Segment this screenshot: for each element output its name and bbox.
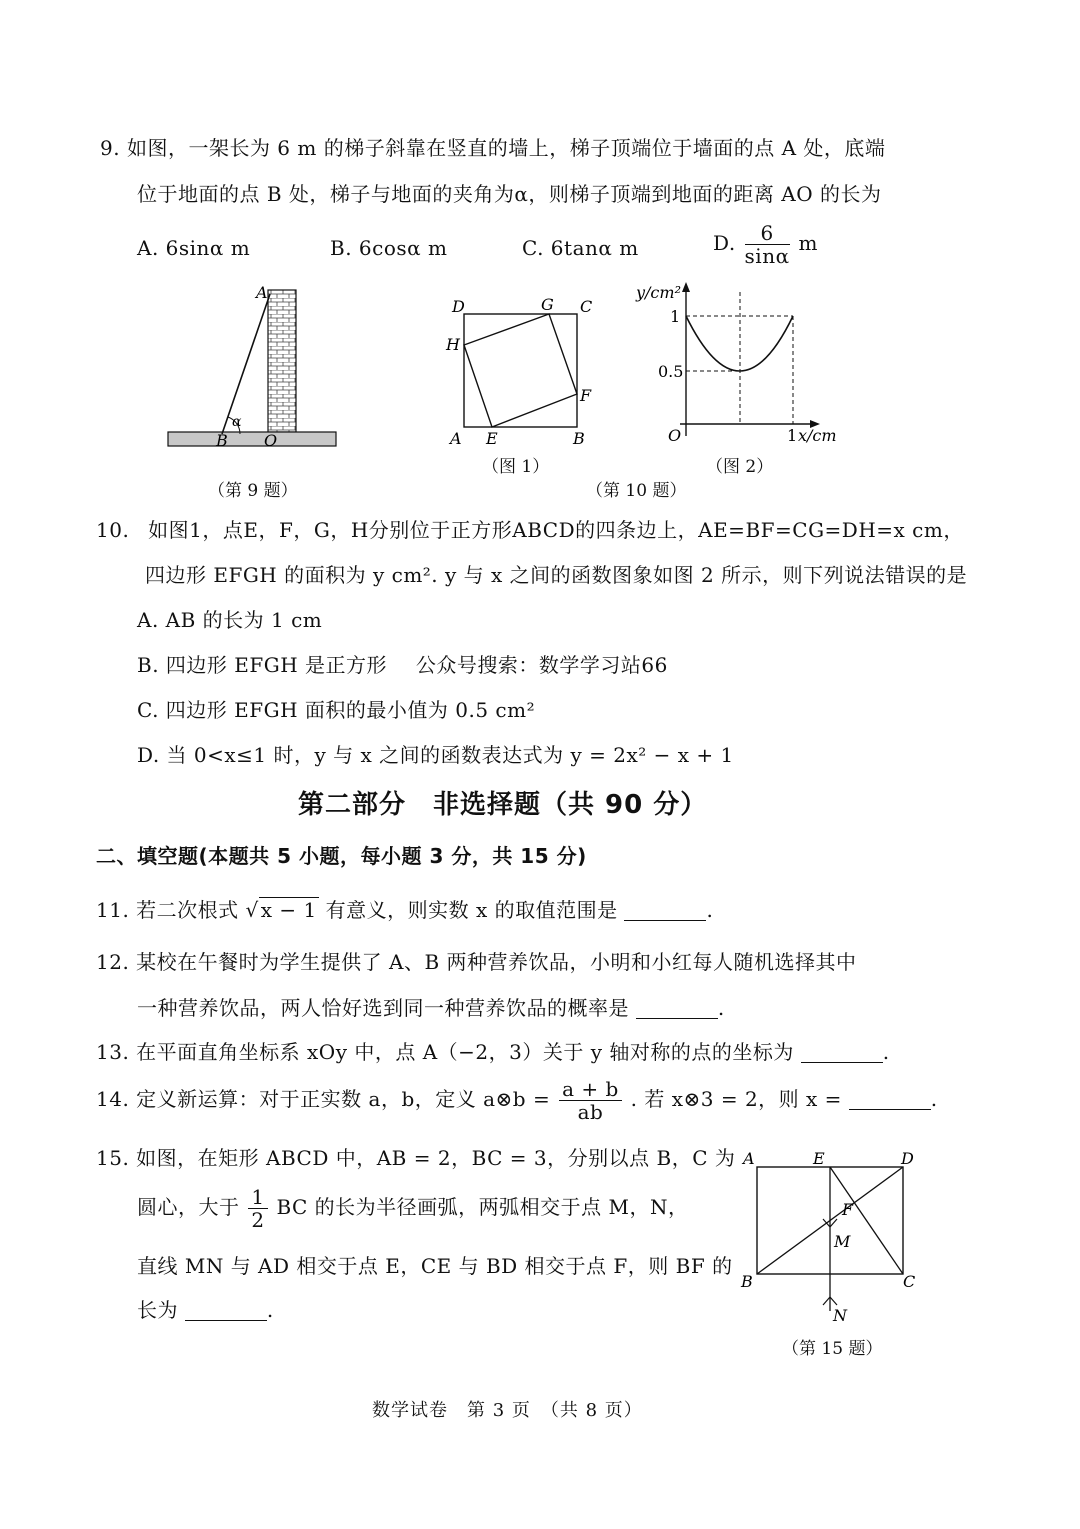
q15-number: 15. <box>96 1146 130 1170</box>
q15-line1 <box>96 1144 735 1172</box>
q15-half-fraction <box>248 1186 267 1231</box>
q14-end: . <box>930 1087 938 1111</box>
q14-text-b: . 若 x⊗3 = 2，则 x = <box>630 1087 842 1111</box>
q15-label-d: D <box>901 1149 914 1168</box>
q9-ground <box>168 432 336 446</box>
q15-label-c: C <box>903 1272 916 1291</box>
q10-caption: （第 10 题） <box>586 481 687 501</box>
q10-fig2-ylabel: y/cm² <box>636 283 681 302</box>
q15-label-a: A <box>743 1149 755 1168</box>
q10-line1 <box>96 516 964 544</box>
q10-fig2-xlabel: x/cm <box>798 426 837 445</box>
q14-frac-numerator: a + b <box>559 1078 622 1101</box>
q10-option-c: C. 四边形 EFGH 面积的最小值为 0.5 cm² <box>137 698 536 722</box>
q9-option-d-numerator: 6 <box>745 222 790 245</box>
q9-line1 <box>100 134 885 162</box>
q15-figure <box>735 1145 925 1325</box>
q15-half-denominator: 2 <box>251 1208 265 1232</box>
q11-line <box>96 896 713 924</box>
q15-answer-blank[interactable] <box>185 1300 267 1321</box>
q11-text-b: 有意义，则实数 x 的取值范围是 <box>325 898 618 922</box>
q14-text-a: 定义新运算：对于正实数 a，b，定义 a⊗b = <box>136 1087 551 1111</box>
q9-option-b: B. 6cosα m <box>330 236 448 260</box>
q9-label-o: O <box>264 431 278 450</box>
q15-half-numerator: 1 <box>248 1186 267 1209</box>
q11-number: 11. <box>96 898 130 922</box>
q13-line <box>96 1038 890 1066</box>
q14-fraction <box>559 1078 622 1123</box>
q15-caption: （第 15 题） <box>782 1339 883 1359</box>
q13-text: 在平面直角坐标系 xOy 中，点 A（−2，3）关于 y 轴对称的点的坐标为 <box>136 1040 794 1064</box>
q9-stem-2: 位于地面的点 B 处，梯子与地面的夹角为α，则梯子顶端到地面的距离 AO 的长为 <box>137 182 882 206</box>
q9-figure <box>160 282 345 454</box>
q10-stem-2: 四边形 EFGH 的面积为 y cm². y 与 x 之间的函数图象如图 2 所示，则下列说法错误的是 <box>145 563 968 587</box>
q15-stem-3: 直线 MN 与 AD 相交于点 E，CE 与 BD 相交于点 F，则 BF 的 <box>137 1254 733 1278</box>
q9-option-d-unit: m <box>798 231 818 255</box>
q15-label-b: B <box>741 1272 753 1291</box>
q9-label-alpha: α <box>232 414 242 430</box>
q12-line1 <box>96 948 857 976</box>
q10-fig2-tick-1: 1 <box>670 307 681 326</box>
q9-option-d-label: D. <box>713 231 736 255</box>
q9-label-b: B <box>216 431 228 450</box>
q14-answer-blank[interactable] <box>849 1089 931 1110</box>
q10-figure-2 <box>630 278 845 450</box>
q15-label-e: E <box>813 1149 825 1168</box>
q13-number: 13. <box>96 1040 130 1064</box>
q15-stem-1: 如图，在矩形 ABCD 中，AB = 2，BC = 3，分别以点 B，C 为 <box>136 1146 736 1170</box>
q10-fig2-xtick-1: 1 <box>787 426 798 445</box>
q10-option-a: A. AB 的长为 1 cm <box>137 608 323 632</box>
q10-stem-1: 如图1，点E，F，G，H分别位于正方形ABCD的四条边上，AE=BF=CG=DH=x cm， <box>148 518 964 542</box>
part-2-heading: 第二部分 非选择题（共 90 分） <box>298 790 708 820</box>
q10-figure-1 <box>440 290 600 450</box>
q14-frac-denominator: ab <box>577 1100 604 1124</box>
q10-fig1-label-e: E <box>486 429 498 448</box>
q10-fig2-caption: （图 2） <box>706 457 774 477</box>
q15-stem-4: 长为 <box>137 1298 178 1322</box>
q12-end: . <box>717 996 725 1020</box>
q15-end: . <box>266 1298 274 1322</box>
q9-number: 9. <box>100 136 121 160</box>
q10-fig1-label-c: C <box>580 297 593 316</box>
q9-ladder <box>222 294 270 434</box>
q9-option-a: A. 6sinα m <box>137 236 251 260</box>
section-2-heading: 二、填空题(本题共 5 小题，每小题 3 分，共 15 分) <box>96 844 587 868</box>
q10-fig2-origin: O <box>668 426 682 445</box>
q10-fig1-label-d: D <box>452 297 465 316</box>
q10-fig2-y-arrow <box>682 282 690 292</box>
q15-label-m: M <box>834 1232 851 1251</box>
q10-option-b: B. 四边形 EFGH 是正方形 <box>137 653 388 677</box>
q15-line-ce <box>830 1167 903 1274</box>
q10-fig1-label-f: F <box>580 386 592 405</box>
q15-line2 <box>137 1186 689 1231</box>
q9-option-d <box>713 222 818 267</box>
q15-line4 <box>137 1296 274 1324</box>
q12-number: 12. <box>96 950 130 974</box>
q9-stem-1: 如图，一架长为 6 m 的梯子斜靠在竖直的墙上，梯子顶端位于墙面的点 A 处，底端 <box>126 136 886 160</box>
q15-stem-2a: 圆心，大于 <box>137 1195 240 1219</box>
q15-stem-2b: BC 的长为半径画弧，两弧相交于点 M，N， <box>276 1195 689 1219</box>
q15-label-n: N <box>833 1306 847 1325</box>
q12-line2 <box>137 994 725 1022</box>
q10-fig1-caption: （图 1） <box>482 457 550 477</box>
q10-fig1-label-b: B <box>573 429 585 448</box>
q11-sqrt: √ x − 1 <box>245 898 317 922</box>
q9-option-c: C. 6tanα m <box>522 236 639 260</box>
q10-square-abcd <box>464 314 577 427</box>
q12-stem-1: 某校在午餐时为学生提供了 A、B 两种营养饮品，小明和小红每人随机选择其中 <box>136 950 857 974</box>
q10-option-d: D. 当 0<x≤1 时，y 与 x 之间的函数表达式为 y = 2x² − x + 1 <box>137 743 734 767</box>
q9-wall <box>268 290 296 432</box>
q11-radicand: x − 1 <box>260 898 317 922</box>
q10-option-b-row <box>137 651 668 679</box>
q11-answer-blank[interactable] <box>624 900 706 921</box>
q12-answer-blank[interactable] <box>636 998 718 1019</box>
q9-option-d-denominator: sinα <box>744 244 790 268</box>
q10-fig1-label-a: A <box>450 429 462 448</box>
q9-caption: （第 9 题） <box>208 481 298 501</box>
q13-answer-blank[interactable] <box>801 1042 883 1063</box>
q10-number: 10. <box>96 518 130 542</box>
q10-option-b-note: 公众号搜索：数学学习站66 <box>415 653 668 677</box>
q14-number: 14. <box>96 1087 130 1111</box>
page-footer: 数学试卷 第 3 页 （共 8 页） <box>372 1400 643 1421</box>
q13-end: . <box>882 1040 890 1064</box>
q10-fig1-label-h: H <box>446 335 460 354</box>
q10-fig1-label-g: G <box>541 295 554 314</box>
q9-label-a: A <box>256 283 268 302</box>
q11-end: . <box>706 898 714 922</box>
q12-stem-2: 一种营养饮品，两人恰好选到同一种营养饮品的概率是 <box>137 996 629 1020</box>
q15-label-f: F <box>842 1200 854 1219</box>
q9-option-d-fraction <box>745 222 790 267</box>
q10-quad-efgh <box>464 314 577 427</box>
q10-fig2-tick-05: 0.5 <box>658 362 684 381</box>
q11-text-a: 若二次根式 <box>136 898 239 922</box>
q14-line <box>96 1078 938 1123</box>
